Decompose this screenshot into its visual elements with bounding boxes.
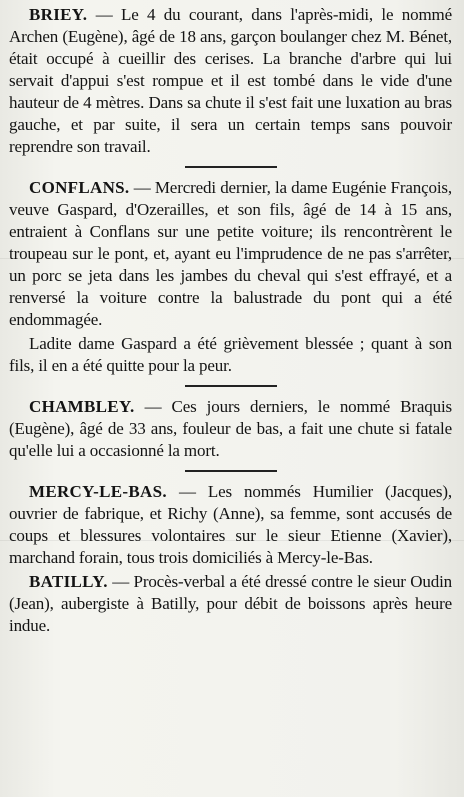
paper-fold-line — [0, 258, 464, 259]
article-text: Ladite dame Gaspard a été grièvement blessée ; quant à son fils, il en a été quitte pour la peur. — [9, 334, 452, 375]
article-chambley — [9, 396, 452, 462]
article-text: — Procès-verbal a été dressé contre le sieur Oudin (Jean), aubergiste à Batilly, pour débit de boissons après heure indue. — [9, 572, 452, 635]
article-text: — Ces jours derniers, le nommé Braquis (Eugène), âgé de 33 ans, fouleur de bas, a fait une chute si fatale qu'elle lui a occasionné la mort. — [9, 397, 452, 460]
article-mercy-le-bas — [9, 481, 452, 569]
article-paragraph — [9, 333, 452, 377]
article-place-name: CONFLANS. — [29, 178, 130, 197]
article-briey — [9, 4, 452, 158]
article-place-name: BATILLY. — [29, 572, 108, 591]
article-paragraph — [9, 396, 452, 462]
article-separator-rule — [185, 385, 277, 387]
article-paragraph — [9, 571, 452, 637]
article-text: — Les nommés Humilier (Jacques), ouvrier de fabrique, et Richy (Anne), sa femme, sont accusés de coups et blessures volontaires sur le sieur Etienne (Xavier), marchand forain, tous trois domiciliés à Mercy-le-Bas. — [9, 482, 452, 567]
article-place-name: BRIEY. — [29, 5, 88, 24]
article-separator-rule — [185, 470, 277, 472]
article-batilly — [9, 571, 452, 637]
article-separator-rule — [185, 166, 277, 168]
article-conflans — [9, 177, 452, 377]
paper-fold-line — [0, 540, 464, 541]
article-text: — Mercredi dernier, la dame Eugénie François, veuve Gaspard, d'Ozerailles, et son fils, âgé de 14 à 15 ans, entraient à Conflans sur une petite voiture; ils rencontrèrent le troupeau sur le pont, et, ayant eu l'imprudence de ne pas s'arrêter, un porc se jeta dans les jambes du cheval qui s'est effrayé, et a renversé la voiture contre la balustrade du pont qui a été endommagée. — [9, 178, 452, 329]
article-text: — Le 4 du courant, dans l'après-midi, le nommé Archen (Eugène), âgé de 18 ans, garçon boulanger chez M. Bénet, était occupé à cueillir des cerises. La branche d'arbre qui lui servait d'appui s'est rompue et il est tombé dans le vide d'une hauteur de 4 mètres. Dans sa chute il s'est fait une luxation au bras gauche, et par suite, il sera un certain temps sans pouvoir reprendre son travail. — [9, 5, 452, 156]
article-paragraph — [9, 4, 452, 158]
article-paragraph — [9, 177, 452, 331]
article-place-name: CHAMBLEY. — [29, 397, 135, 416]
article-place-name: MERCY-LE-BAS. — [29, 482, 167, 501]
article-paragraph — [9, 481, 452, 569]
